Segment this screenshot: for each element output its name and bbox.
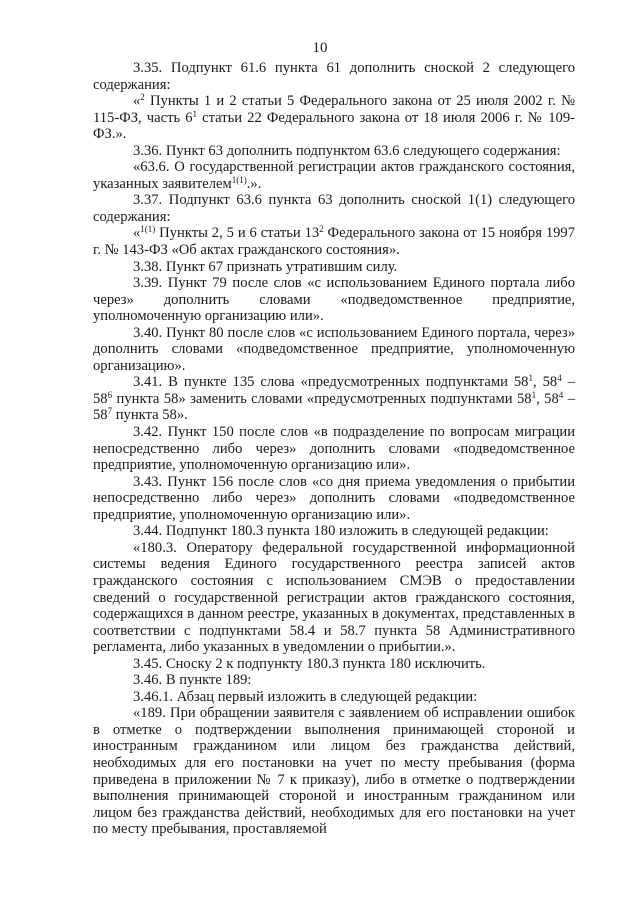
superscript: 1 (531, 389, 537, 400)
paragraph (93, 374, 575, 424)
document-body (93, 60, 575, 838)
paragraph (93, 225, 575, 258)
text-run: 3.42. Пункт 150 после слов «в подразделение по вопросам миграции непосредственно либо через» дополнить словами «подведомственное предприятие, уполномоченную организацию или». (93, 424, 575, 474)
superscript: 1(1) (231, 174, 247, 185)
text-run: «180.3. Оператору федеральной государственной информационной системы ведения Единого государственного реестра записей актов гражданского состояния с использованием СМЭВ о предоставлении сведений о государственной регистрации актов гражданского состояния, содержащихся в данном реестре, указанных в документах, представленных в соответствии с подпунктами 58.4 и 58.7 пункта 58 Административного регламента, либо указанных в уведомлении о прибытии.». (93, 539, 575, 656)
paragraph (93, 60, 575, 93)
text-run: 3.44. Подпункт 180.3 пункта 180 изложить в следующей редакции: (133, 523, 549, 540)
text-run: – 58 (93, 390, 575, 424)
superscript: 1 (192, 108, 197, 119)
superscript: 6 (107, 389, 113, 400)
paragraph (93, 259, 575, 276)
paragraph (93, 275, 575, 325)
paragraph (93, 159, 575, 192)
superscript: 1 (528, 373, 533, 384)
text-run: .». (246, 175, 262, 192)
text-run: , 58 (536, 390, 559, 407)
text-run: пункта 58». (112, 407, 188, 424)
text-run: Пункты 1 и 2 статьи 5 Федерального закона от 25 июля 2002 г. № 115-ФЗ, часть 6 (93, 93, 575, 126)
superscript: 2 (140, 92, 145, 103)
paragraph (93, 93, 575, 143)
text-run: 3.46. В пункте 189: (133, 672, 252, 689)
text-run: 3.38. Пункт 67 признать утратившим силу. (133, 258, 398, 275)
paragraph (93, 672, 575, 689)
superscript: 2 (319, 224, 324, 235)
text-run: , 58 (532, 374, 558, 391)
paragraph (93, 474, 575, 524)
paragraph (93, 424, 575, 474)
paragraph (93, 325, 575, 375)
text-run: «189. При обращении заявителя с заявлением об исправлении ошибок в отметке о подтверждении выполнения принимающей стороной и иностранным гражданином или лицом без гражданства действий, необходимых для его постановки на учет по месту пребывания (форма приведена в приложении № 7 к приказу), либо в отметке о подтверждении выполнения принимающей стороной и иностранным гражданином или лицом без гражданства действий, необходимых для его постановки на учет по месту пребывания, проставляемой (93, 705, 575, 838)
text-run: Федерального закона от 15 ноября 1997 г. № 143-ФЗ «Об актах гражданского состояния». (93, 225, 576, 259)
paragraph (93, 143, 575, 160)
text-run: 3.40. Пункт 80 после слов «с использованием Единого портала, через» дополнить словами «подведомственное предприятие, уполномоченную организацию». (93, 324, 575, 374)
superscript: 4 (557, 373, 562, 384)
text-run: «63.6. О государственной регистрации актов гражданского состояния, указанных заявителем (93, 159, 575, 192)
paragraph (93, 540, 575, 656)
text-run: 3.39. Пункт 79 после слов «с использованием Единого портала либо через» дополнить словами «подведомственное предприятие, уполномоченную организацию или». (93, 275, 575, 325)
text-run: – 58 (93, 374, 575, 407)
text-run: 3.36. Пункт 63 дополнить подпунктом 63.6 следующего содержания: (133, 142, 561, 159)
paragraph (93, 523, 575, 540)
text-run: статьи 22 Федерального закона от 18 июля 2006 г. № 109-ФЗ.». (93, 109, 575, 143)
text-run: 3.43. Пункт 156 после слов «со дня приема уведомления о прибытии непосредственно либо через» дополнить словами «подведомственное предприятие, уполномоченную организацию или». (93, 473, 575, 523)
paragraph (93, 656, 575, 673)
superscript: 1(1) (140, 224, 156, 235)
text-run: 3.46.1. Абзац первый изложить в следующей редакции: (133, 688, 478, 705)
paragraph (93, 192, 575, 225)
paragraph (93, 705, 575, 837)
text-run: 3.45. Сноску 2 к подпункту 180.3 пункта 180 исключить. (133, 655, 486, 672)
superscript: 7 (107, 406, 113, 417)
text-run: 3.37. Подпункт 63.6 пункта 63 дополнить сноской 1(1) следующего содержания: (93, 192, 575, 225)
text-run: « (133, 225, 141, 242)
text-run: 3.35. Подпункт 61.6 пункта 61 дополнить сноской 2 следующего содержания: (93, 60, 575, 93)
page-number: 10 (312, 40, 328, 56)
text-run: 3.41. В пункте 135 слова «предусмотренных подпунктами 58 (133, 374, 529, 391)
paragraph (93, 689, 575, 706)
superscript: 4 (558, 389, 564, 400)
text-run: Пункты 2, 5 и 6 статьи 13 (155, 225, 320, 242)
text-run: пункта 58» заменить словами «предусмотренных подпунктами 58 (112, 390, 532, 407)
text-run: « (133, 93, 141, 110)
